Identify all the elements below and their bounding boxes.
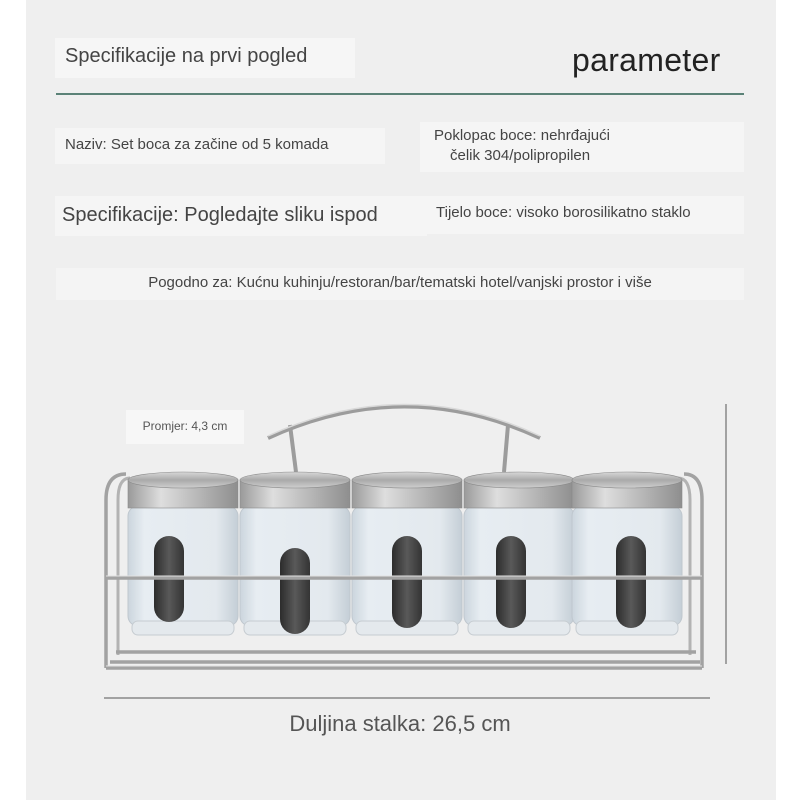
rack-handle bbox=[268, 407, 540, 473]
spec-lid-line2: čelik 304/polipropilen bbox=[450, 147, 591, 164]
jar-window bbox=[496, 536, 526, 628]
spec-body: Tijelo boce: visoko borosilikatno staklo bbox=[424, 196, 744, 234]
spec-see-image: Specifikacije: Pogledajte sliku ispod bbox=[55, 196, 427, 236]
jar-window bbox=[392, 536, 422, 628]
rack-handle-highlight bbox=[268, 405, 540, 437]
spice-jar bbox=[352, 472, 462, 635]
spice-jar bbox=[240, 472, 350, 635]
jar-window bbox=[616, 536, 646, 628]
spec-name: Naziv: Set boca za začine od 5 komada bbox=[55, 128, 385, 164]
spec-lid-line1: Poklopac boce: nehrđajući bbox=[434, 127, 610, 144]
spec-overview-heading: Specifikacije na prvi pogled bbox=[55, 38, 355, 78]
spice-jar bbox=[464, 472, 574, 635]
jar-window bbox=[280, 548, 310, 634]
spice-jar bbox=[572, 472, 682, 635]
diameter-label: Promjer: 4,3 cm bbox=[126, 410, 244, 444]
spice-jars bbox=[128, 472, 682, 635]
parameter-heading: parameter bbox=[572, 42, 721, 78]
rack-length-label: Duljina stalka: 26,5 cm bbox=[289, 711, 511, 736]
spice-jar bbox=[128, 472, 238, 635]
spec-suitable-for: Pogodno za: Kućnu kuhinju/restoran/bar/tematski hotel/vanjski prostor i više bbox=[56, 268, 744, 300]
